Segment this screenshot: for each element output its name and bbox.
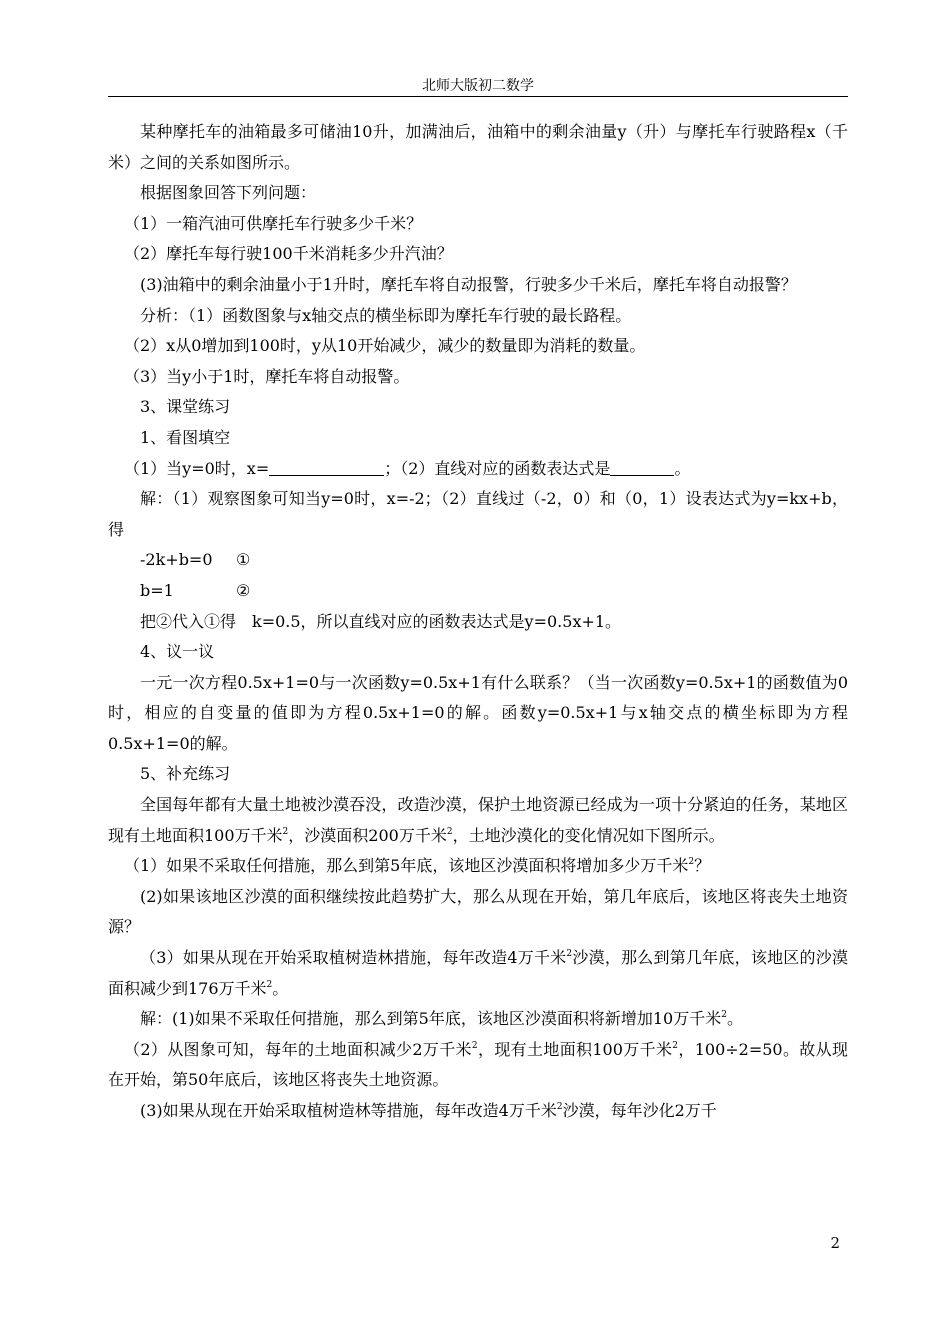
- header-divider: [108, 96, 848, 97]
- solution: 把②代入①得 k=0.5，所以直线对应的函数表达式是y=0.5x+1。: [140, 611, 622, 631]
- question: （1）一箱汽油可供摩托车行驶多少千米？: [124, 213, 423, 233]
- text-run: 解：(1)如果不采取任何措施，那么到第5年底，该地区沙漠面积将新增加10万千米: [140, 1009, 722, 1029]
- solution: [108, 1096, 848, 1127]
- section-heading: 1、看图填空: [140, 427, 231, 447]
- section-heading: 4、议一议: [140, 642, 215, 662]
- text-run: 沙漠，那么到第几年底，该地区的沙漠面积减少到176万千米: [108, 948, 848, 998]
- question: （2）摩托车每行驶100千米消耗多少升汽油？: [124, 244, 453, 264]
- text-run: （2）从图象可知，每年的土地面积减少2万千米: [124, 1039, 472, 1059]
- fill-blank-question: [108, 454, 848, 485]
- equation-mark: ①: [236, 550, 251, 570]
- text-run: ，土地沙漠化的变化情况如下图所示。: [452, 825, 725, 845]
- equation: -2k+b=0: [140, 550, 213, 570]
- text-run: 全国每年都有大量土地被沙漠吞没，改造沙漠，保护土地资源已经成为一项十分紧迫的任务，某地区现有土地面积100万千米: [108, 795, 848, 845]
- text-run: ？: [694, 856, 711, 876]
- superscript: 2: [266, 979, 273, 990]
- paragraph: 某种摩托车的油箱最多可储油10升，加满油后，油箱中的剩余油量y（升）与摩托车行驶路程x（千米）之间的关系如图所示。: [108, 122, 848, 172]
- text-run: （1）如果不采取任何措施，那么到第5年底，该地区沙漠面积将增加多少万千米: [124, 856, 689, 876]
- answer-blank[interactable]: [269, 458, 384, 476]
- text-run: ，沙漠面积200万千米: [288, 825, 447, 845]
- equation: b=1: [140, 580, 174, 600]
- superscript: 2: [688, 857, 695, 868]
- superscript: 2: [566, 949, 573, 960]
- superscript: 2: [556, 1102, 563, 1112]
- section-heading: 5、补充练习: [140, 764, 231, 784]
- solution: 解：（1）观察图象可知当y=0时，x=-2；（2）直线过（-2，0）和（0，1）设表达式为y=kx+b，得: [108, 489, 848, 539]
- superscript: 2: [282, 826, 289, 837]
- paragraph: 一元一次方程0.5x+1=0与一次函数y=0.5x+1有什么联系？（当一次函数y=0.5x+1的函数值为0时，相应的自变量的值即为方程0.5x+1=0的解。函数y=0.5x+1与x轴交点的横坐标即为方程0.5x+1=0的解。: [108, 672, 848, 753]
- text-run: 。: [272, 978, 289, 998]
- equation-line: [108, 545, 848, 576]
- text-run: ，现有土地面积100万千米: [477, 1039, 673, 1059]
- solution: [108, 1035, 848, 1096]
- superscript: 2: [672, 1040, 679, 1051]
- section-heading: 3、课堂练习: [140, 397, 231, 417]
- solution: [108, 1004, 848, 1035]
- equation-mark: ②: [236, 580, 251, 600]
- analysis: （3）当y小于1时，摩托车将自动报警。: [124, 366, 410, 386]
- analysis: （2）x从0增加到100时，y从10开始减少，减少的数量即为消耗的数量。: [124, 336, 646, 356]
- fill-blank-text: ；（2）直线对应的函数表达式是: [384, 458, 611, 478]
- superscript: 2: [446, 826, 453, 837]
- text-run: 。: [726, 1009, 743, 1029]
- superscript: 2: [471, 1040, 478, 1051]
- page-number: 2: [830, 1234, 840, 1252]
- text-run: （3）如果从现在开始采取植树造林措施，每年改造4万千米: [140, 948, 567, 968]
- text-run: (3)如果从现在开始采取植树造林等措施，每年改造4万千米: [140, 1101, 557, 1120]
- fill-blank-text: 。: [674, 458, 691, 478]
- question: (2)如果该地区沙漠的面积继续按此趋势扩大，那么从现在开始，第几年底后，该地区将丧失土地资源？: [108, 886, 848, 937]
- paragraph: 根据图象回答下列问题：: [140, 183, 317, 203]
- paragraph: [108, 790, 848, 851]
- text-run: 沙漠，每年沙化2万千: [562, 1101, 717, 1120]
- question: (3)油箱中的剩余油量小于1升时，摩托车将自动报警，行驶多少千米后，摩托车将自动报警？: [140, 274, 797, 294]
- question: [108, 943, 848, 1004]
- equation-line: [108, 576, 848, 607]
- question: [108, 851, 848, 882]
- page-header: 北师大版初二数学: [422, 78, 534, 94]
- fill-blank-text: （1）当y=0时，x=: [124, 458, 270, 478]
- analysis: 分析：（1）函数图象与x轴交点的横坐标即为摩托车行驶的最长路程。: [140, 305, 632, 325]
- superscript: 2: [721, 1010, 727, 1021]
- document-body: [108, 117, 848, 1127]
- text-run: ，100÷2=50。故从现在开始，第50年底后，该地区将丧失土地资源。: [108, 1039, 848, 1090]
- answer-blank[interactable]: [610, 458, 674, 476]
